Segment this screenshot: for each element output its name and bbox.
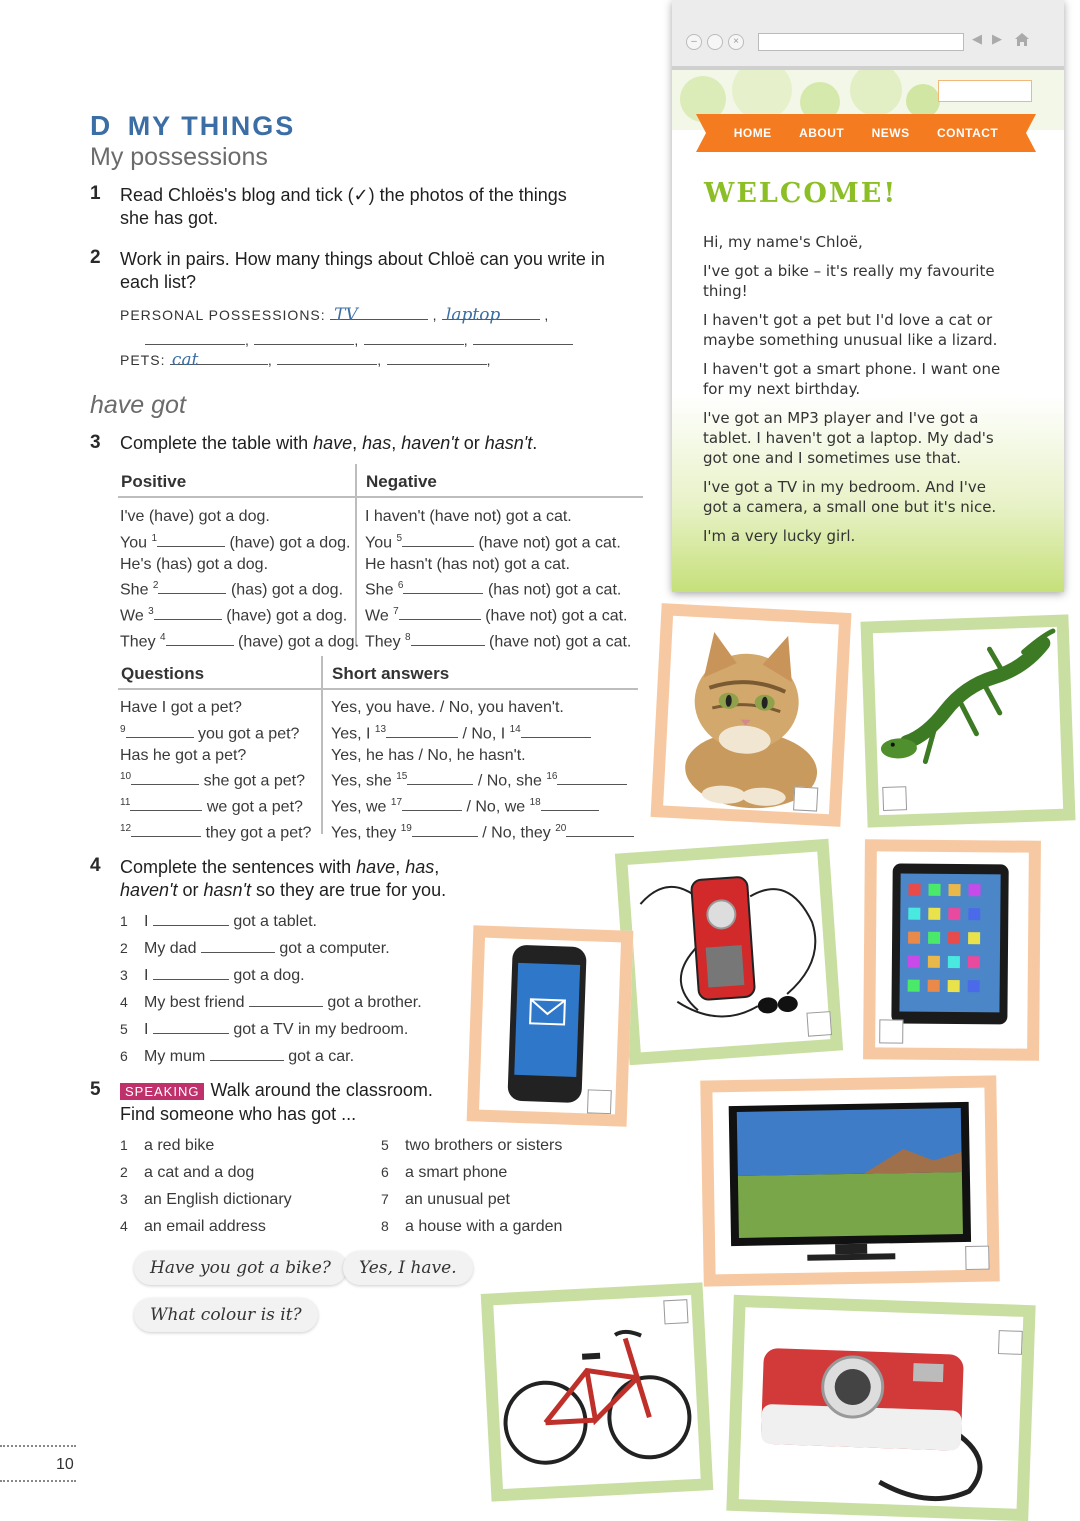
page-number: 10 — [56, 1456, 74, 1473]
list-item: 4 My best friend got a brother. — [120, 994, 422, 1011]
grammar-title: have got — [90, 391, 186, 419]
speech-bubble-question: Have you got a bike? — [134, 1251, 347, 1285]
gap-11[interactable] — [130, 796, 202, 811]
forward-icon[interactable]: ▶ — [992, 31, 1002, 46]
list-item: 7 an unusual pet — [381, 1191, 510, 1208]
nav-bar — [696, 114, 1036, 152]
list-item: 6 a smart phone — [381, 1164, 508, 1181]
photo-checkbox[interactable] — [882, 786, 907, 811]
table-head-questions: Questions — [121, 664, 205, 683]
blog-paragraph: I've got an MP3 player and I've got a tablet. I haven't got a laptop. My dad's got one and I sometimes use that. — [703, 409, 994, 467]
photo-checkbox[interactable] — [879, 1019, 903, 1043]
negative-column: I haven't (have not) got a cat. You $^5$ (have not) got a cat. He hasn't (has not) got a cat. She $^6$ (has not) got a cat. We $^7$ (have not) got a cat. They $^8$ (have not) got a cat. — [365, 508, 632, 651]
close-icon[interactable]: × — [728, 34, 744, 50]
exercise-5-list-left — [120, 1132, 292, 1240]
photo-checkbox[interactable] — [663, 1299, 688, 1324]
exercise-2-number: 2 — [90, 247, 101, 268]
list-item: 2 My dad got a computer. — [120, 940, 390, 957]
maximize-icon[interactable] — [707, 34, 723, 50]
possessions-answer-1: TV — [334, 305, 358, 325]
exercise-2-instruction: Work in pairs. How many things about Chloë can you write in each list? — [120, 249, 605, 292]
gap-13[interactable] — [386, 723, 458, 738]
possessions-label: PERSONAL POSSESSIONS: — [120, 307, 326, 323]
grammar-table-questions — [118, 656, 638, 842]
gap-18[interactable] — [541, 796, 599, 811]
photo-tablet — [863, 839, 1041, 1061]
possessions-field-1[interactable] — [330, 305, 428, 325]
blog-paragraph: I haven't got a smart phone. I want one for my next birthday. — [703, 360, 1001, 398]
section-header — [90, 110, 295, 142]
grammar-table-positive-negative — [118, 464, 643, 651]
possessions-field-6[interactable] — [473, 330, 573, 345]
photo-lizard — [860, 614, 1075, 827]
list-item: 5 two brothers or sisters — [381, 1137, 563, 1154]
exercise-4-list — [120, 908, 422, 1070]
photo-checkbox[interactable] — [793, 786, 818, 811]
gap-14[interactable] — [521, 723, 591, 738]
exercise-4-instruction: Complete the sentences with have, has, haven't or hasn't so they are true for you. — [120, 857, 447, 900]
gap-9[interactable] — [126, 723, 194, 738]
possessions-answer-2: laptop — [445, 305, 501, 325]
photo-checkbox[interactable] — [965, 1246, 989, 1270]
blog-paragraph: Hi, my name's Chloë, — [703, 233, 863, 251]
photo-checkbox[interactable] — [998, 1330, 1023, 1355]
nav-home[interactable]: HOME — [733, 126, 772, 140]
gap-3[interactable] — [154, 605, 222, 620]
gap-17[interactable] — [402, 796, 462, 811]
blog-paragraph: I haven't got a pet but I'd love a cat or maybe something unusual like a lizard. — [703, 311, 998, 349]
list-item: 1 I got a tablet. — [120, 913, 317, 930]
blog-paragraph: I'm a very lucky girl. — [703, 527, 856, 545]
section-letter: D — [90, 110, 112, 141]
gap-4[interactable] — [166, 631, 234, 646]
section-subtitle: My possessions — [90, 143, 268, 171]
nav-contact[interactable]: CONTACT — [936, 126, 999, 140]
speaking-badge: SPEAKING — [120, 1083, 204, 1100]
ex4-gap-5[interactable] — [153, 1019, 229, 1034]
minimize-icon[interactable]: – — [686, 34, 702, 50]
exercise-5-instruction: SPEAKING Walk around the classroom. Find someone who has got ... — [120, 1080, 433, 1124]
speech-bubble-followup: What colour is it? — [134, 1298, 318, 1332]
exercise-5-number: 5 — [90, 1079, 101, 1100]
exercise-4-number: 4 — [90, 855, 101, 876]
speech-bubble-answer: Yes, I have. — [343, 1251, 473, 1285]
possessions-field-3[interactable] — [145, 330, 245, 345]
cat-image — [663, 616, 839, 814]
section-title: MY THINGS — [127, 111, 296, 141]
ex4-gap-1[interactable] — [153, 911, 229, 926]
smartphone-image — [479, 938, 621, 1115]
list-item: 1 a red bike — [120, 1137, 215, 1154]
pets-field-3[interactable] — [387, 350, 487, 365]
photo-cat — [651, 603, 852, 827]
gap-1[interactable] — [157, 532, 225, 547]
pets-field-2[interactable] — [277, 350, 377, 365]
exercise-3-instruction: Complete the table with have, has, haven't or hasn't. — [120, 433, 538, 453]
pets-field-1[interactable] — [170, 350, 268, 370]
search-box[interactable] — [938, 80, 1032, 102]
gap-19[interactable] — [412, 822, 478, 837]
photo-bicycle — [481, 1282, 714, 1501]
back-icon[interactable]: ◀ — [972, 31, 982, 46]
exercise-1-instruction: Read Chloës's blog and tick (✓) the photos of the things she has got. — [120, 185, 567, 228]
blog-welcome: WELCOME! — [704, 178, 898, 209]
ex4-gap-3[interactable] — [153, 965, 229, 980]
table-head-short-answers: Short answers — [332, 664, 450, 683]
nav-news[interactable]: NEWS — [871, 126, 910, 140]
page-rule-bottom — [0, 1480, 76, 1482]
ex4-gap-6[interactable] — [210, 1046, 284, 1061]
gap-12[interactable] — [131, 822, 201, 837]
list-item: 3 an English dictionary — [120, 1191, 292, 1208]
short-answers-column: Yes, you have. / No, you haven't. Yes, I $^{13}$ / No, I $^{14}$ Yes, he has / No, he hasn't. Yes, she $^{15}$ / No, she $^{16}$ Yes, we $^{17}$ / No, we $^{18}$ Yes, they $^{19}$ / No, they $^{20}$ — [331, 697, 634, 844]
exercise-1-number: 1 — [90, 183, 101, 204]
gap-15[interactable] — [407, 770, 473, 785]
exercise-3-number: 3 — [90, 432, 101, 453]
blog-text — [703, 232, 1003, 555]
photo-tv — [700, 1075, 1000, 1286]
pets-label: PETS: — [120, 352, 166, 368]
photo-camera — [726, 1295, 1035, 1521]
possessions-line: PERSONAL POSSESSIONS: TV , laptop , — [120, 305, 550, 325]
blog-paragraph: I've got a TV in my bedroom. And I've got a camera, a small one but it's nice. — [703, 478, 997, 516]
nav-about[interactable]: ABOUT — [799, 126, 845, 140]
mp3-player-image — [628, 852, 831, 1053]
pets-answer-1: cat — [171, 350, 199, 370]
gap-2[interactable] — [158, 579, 226, 594]
blog-browser-window — [672, 0, 1064, 592]
exercise-5-list-right — [381, 1132, 562, 1240]
photo-smartphone — [467, 925, 634, 1126]
list-item: 6 My mum got a car. — [120, 1048, 355, 1065]
gap-8[interactable] — [411, 631, 485, 646]
list-item: 2 a cat and a dog — [120, 1164, 255, 1181]
possessions-field-5[interactable] — [364, 330, 464, 345]
gap-7[interactable] — [399, 605, 481, 620]
gap-10[interactable] — [131, 770, 199, 785]
possessions-field-4[interactable] — [254, 330, 354, 345]
tv-image — [712, 1088, 987, 1275]
list-item: 8 a house with a garden — [381, 1218, 563, 1235]
possessions-field-2[interactable] — [442, 305, 540, 325]
table-head-positive: Positive — [121, 472, 187, 491]
list-item: 5 I got a TV in my bedroom. — [120, 1021, 409, 1038]
photo-checkbox[interactable] — [806, 1011, 832, 1037]
page-rule-top — [0, 1445, 76, 1447]
home-icon[interactable] — [1014, 32, 1030, 47]
photo-checkbox[interactable] — [587, 1089, 612, 1114]
gap-6[interactable] — [403, 579, 483, 594]
ex4-gap-4[interactable] — [249, 992, 323, 1007]
photo-mp3-player — [615, 839, 843, 1065]
list-item: 3 I got a dog. — [120, 967, 305, 984]
ex4-gap-2[interactable] — [201, 938, 275, 953]
gap-16[interactable] — [557, 770, 627, 785]
questions-column: Have I got a pet? $^9$ you got a pet? Has he got a pet? $^{10}$ she got a pet? $^{11}$ we got a pet? $^{12}$ they got a pet? — [120, 699, 312, 842]
positive-column: I've (have) got a dog. You $^1$ (have) got a dog. He's (has) got a dog. She $^2$ (has) got a dog. We $^3$ (have) got a dog. They $^4$ (have) got a dog. — [120, 508, 360, 651]
list-item: 4 an email address — [120, 1218, 266, 1235]
possessions-line-2: , , , — [145, 330, 573, 350]
blog-paragraph: I've got a bike – it's really my favourite thing! — [703, 262, 995, 300]
pets-line: PETS: cat , , , — [120, 350, 492, 370]
browser-chrome — [672, 0, 1064, 70]
address-bar[interactable] — [758, 33, 964, 51]
gap-20[interactable] — [566, 822, 634, 837]
camera-image — [739, 1307, 1024, 1509]
gap-5[interactable] — [402, 532, 474, 547]
table-head-negative: Negative — [366, 472, 437, 491]
